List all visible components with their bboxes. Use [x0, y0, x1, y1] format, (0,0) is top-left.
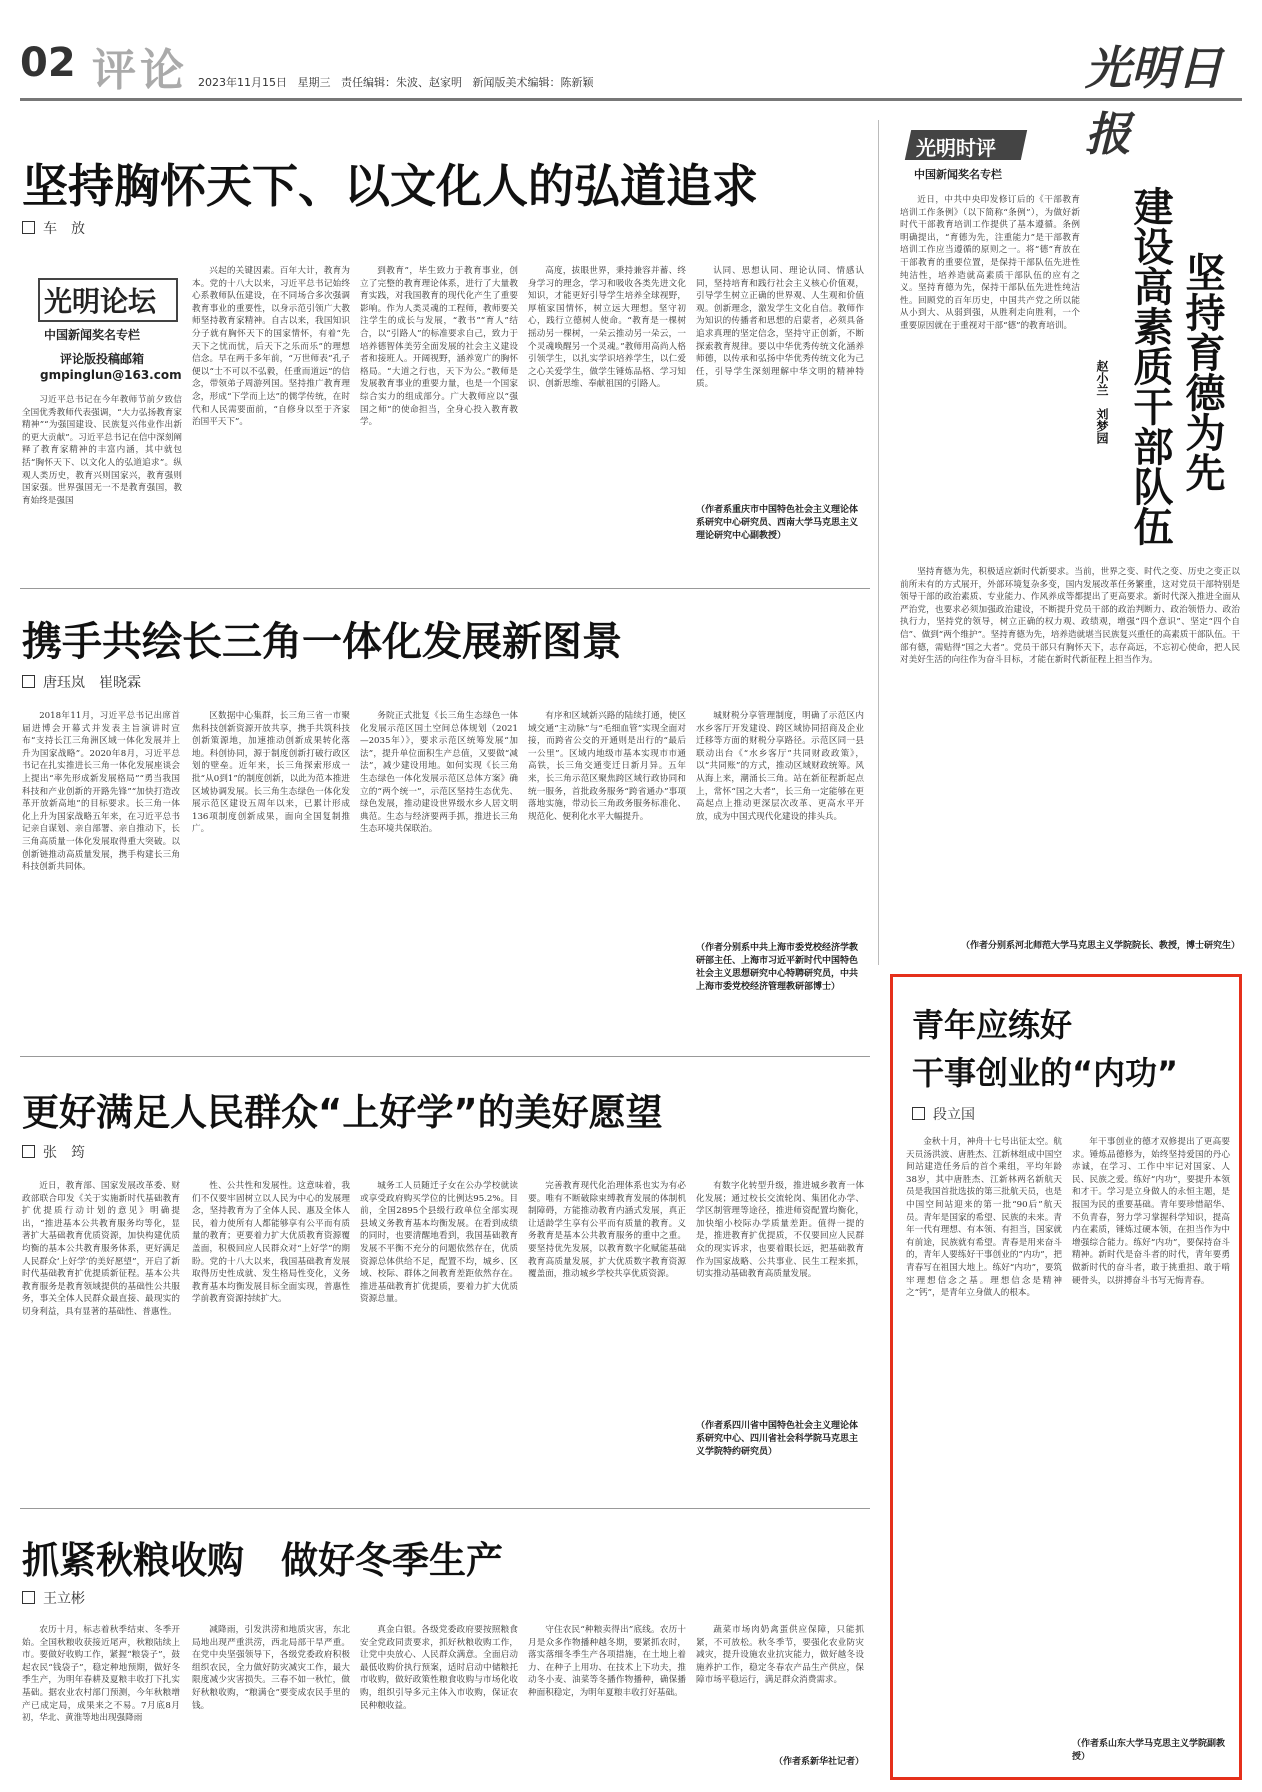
article6-col2-text: 年干事创业的德才双修提出了更高要求。锤炼品德修为，始终坚持爱国的丹心赤诚，在学习、工作中牢记对国家、人民、民族之爱。练好“内功”，要提升本领和才干。学习是立身做人的永恒主题，是报国为民的重要基础。青年要珍惜韶华、不负青春，努力学习掌握科学知识，提高内在素质，锤炼过硬本领，在担当作为中增强综合能力。练好“内功”，要保持奋斗精神。新时代是奋斗者的时代，青年要勇做新时代的奋斗者，敢于挑重担、敢于啃硬骨头，以拼搏奋斗书写无悔青春。: [1072, 1137, 1230, 1286]
article3-col1: [22, 710, 180, 1010]
article2-col2-text: 坚持育德为先，积极适应新时代新要求。当前，世界之变、时代之变、历史之变正以前所未有的方式展开，外部环境复杂多变，国内发展改革任务繁重，这对党员干部特别是领导干部的政治素质、专业能力、作风养成等都提出了更高要求。新时代深入推进全面从严治党，也要求必须加强政治建设，不断提升党员干部的政治判断力、政治领悟力、政治执行力，坚持党的领导，树立正确的权力观、政绩观，增强“四个意识”、坚定“四个自信”、做到“两个维护”。坚持育德为先，培养造就堪当民族复兴重任的高素质干部队伍。干部有德，需贴得“国之大者”。党员干部只有胸怀天下，志存高远，不忘初心使命，把人民对美好生活的向往作为奋斗目标，才能在新时代新征程上担当作为。: [900, 567, 1240, 666]
article1-col5: [696, 265, 864, 465]
article1-col5-text: 认同、思想认同、理论认同、情感认同，坚持培育和践行社会主义核心价值观，引导学生树立正确的世界观、人生观和价值观。创新理念，激发学生文化自信。教师作为知识的传播者和思想的启蒙者，必须具备追求真理的坚定信念，坚持守正创新，不断探索教育规律。要以中华优秀传统文化涵养师德，以传承和弘扬中华优秀传统文化为己任，引导学生深刻理解中华文明的精神特质。: [696, 266, 864, 390]
article5-col2-text: 减降雨，引发洪涝和地质灾害，东北局地出现严重洪涝，西北局部干旱严重。在党中央坚强领导下，各级党委政府积极组织农民，全力做好防灾减灾工作，最大限度减少灾害损失。三春不如一秋忙，做好秋粮收购，“粮满仓”要变成农民手里的钱。: [192, 1625, 350, 1711]
article4-col3: [360, 1180, 518, 1460]
article5-col3: [360, 1624, 518, 1774]
article2-col1: [900, 194, 1080, 564]
article5-author: 王立彬: [22, 1588, 85, 1608]
article2-author-note: （作者分别系河北师范大学马克思主义学院院长、教授，博士研究生）: [960, 941, 1240, 951]
article4-title: 更好满足人民群众“上好学”的美好愿望: [22, 1091, 663, 1134]
article3-col3: [360, 710, 518, 1010]
article2-authors: [1094, 360, 1111, 444]
article1-col3: [360, 265, 518, 560]
divider: [20, 588, 870, 589]
timecomment-brand: 光明时评: [916, 136, 996, 160]
article5-col3-text: 真金白银。各级党委政府要按照粮食安全党政同责要求，抓好秋粮收购工作，让党中央放心、人民群众满意。全面启动最低收购价执行预案，适时启动中储粮托市收购，做好政策性粮食收购与市场化收购，组织引导多元主体入市收购，保证农民种粮收益。: [360, 1625, 518, 1711]
article1-col2: [192, 265, 350, 560]
article4-author: 张 筠: [22, 1142, 85, 1162]
article6-title-line2: 干事创业的“内功”: [912, 1054, 1179, 1092]
article1-col3-text: 到教育”，毕生致力于教育事业，创立了完整的教育理论体系，进行了大量教育实践，对我国教育的现代化产生了重要影响。作为人类灵魂的工程师，教师要关注学生的成长与发展，“教书”“育人”结合，以“引路人”的标准要求自己，致力于培养德智体美劳全面发展的社会主义建设者和接班人。开阔视野，涵养宽广的胸怀格局。“大道之行也，天下为公。”教师是发展教育事业的重要力量，也是一个国家综合实力的组成部分。广大教师应以“强国之师”的使命担当，全身心投入教育教学。: [360, 266, 518, 428]
article5-col5: [696, 1624, 864, 1748]
article5-col1: [22, 1624, 180, 1774]
article2-col2: [900, 566, 1240, 936]
article1-author-note: （作者系重庆市中国特色社会主义理论体系研究中心研究员、西南大学马克思主义理论研究中心副教授）: [696, 505, 859, 541]
article4-col3-text: 城务工人员随迁子女在公办学校就读或享受政府购买学位的比例达95.2%。目前，全国2895个县级行政单位全部实现县域义务教育基本均衡发展。在看到成绩的同时，也要清醒地看到，我国基础教育发展不平衡不充分的问题依然存在，优质资源总体供给不足，配置不均，城乡、区域、校际、群体之间教育差距依然存在。推进基础教育扩优提质，要着力扩大优质资源总量。: [360, 1181, 518, 1305]
article5-col1-text: 农历十月，标志着秋季结束、冬季开始。全国秋粮收获接近尾声，秋粮陆续上市。要做好收购工作，紧握“粮袋子”，鼓起农民“钱袋子”，稳定种地预期，做好冬季生产，为明年春耕及夏粮丰收打下扎实基础。据农业农村部门预测，今年秋粮增产已成定局，成果来之不易。7月底8月初，华北、黄淮等地出现强降雨: [22, 1625, 180, 1724]
article6-col2: [1072, 1136, 1230, 1726]
article4-col5: [696, 1180, 864, 1410]
article4-col2-text: 性、公共性和发展性。这意味着，我们不仅要牢固树立以人民为中心的发展理念，坚持教育为了全体人民、惠及全体人民，着力使所有人都能够享有公平而有质量的教育；更要着力扩大优质教育资源覆盖面，积极回应人民群众对“上好学”的期盼。党的十八大以来，我国基础教育发展取得历史性成就、发生格局性变化，义务教育基本均衡发展目标全面实现，普惠性学前教育资源持续扩大。: [192, 1181, 350, 1305]
article1-col4: [528, 265, 686, 560]
article5-col4: [528, 1624, 686, 1774]
page-number: 02: [20, 40, 76, 86]
article1-col1: [22, 394, 182, 558]
article4-col2: [192, 1180, 350, 1460]
article5-col2: [192, 1624, 350, 1774]
article3-col2-text: 区数据中心集群，长三角三省一市聚焦科技创新资源开放共享，携手共筑科技创新策源地，加速推动创新成果转化落地。科创协同，源于制度创新打破行政区划的壁垒。近年来，长三角探索形成一批“从0到1”的制度创新，以此为范本推进区域协调发展。长三角生态绿色一体化发展示范区建设五周年以来，已累计形成136项制度创新成果，面向全国复制推广。: [192, 711, 350, 835]
article3-author: 唐珏岚 崔晓霖: [22, 672, 141, 692]
article6-author-note: （作者系山东大学马克思主义学院副教授）: [1072, 1739, 1226, 1762]
article3-title: 携手共绘长三角一体化发展新图景: [22, 619, 622, 665]
timecomment-sub: 中国新闻奖名专栏: [914, 168, 1002, 181]
timecomment-badge: [900, 126, 1040, 186]
article4-col4-text: 完善教育现代化治理体系也实为有必要。唯有不断破除束缚教育发展的体制机制障碍，方能推动教育内涵式发展，真正让适龄学生享有公平而有质量的教育。义务教育是基本公共教育服务的重中之重。要坚持优先发展，以教育数字化赋能基础教育高质量发展，扩大优质数字教育资源覆盖面，推动城乡学校共享优质资源。: [528, 1181, 686, 1280]
issue-date: 2023年11月15日: [198, 76, 287, 89]
article1-col2-text: 兴起的关键因素。百年大计，教育为本。党的十八大以来，习近平总书记始终心系教师队伍建设，在不同场合多次强调教育事业的重要性，以身示范引领广大教师坚持教育家精神。自古以来，我国知识分子就有胸怀天下的国家情怀，有着“先天下之忧而忧，后天下之乐而乐”的理想信念。早在两千多年前，“万世师表”孔子便以“士不可以不弘毅，任重而道远”的信念，带领弟子周游列国。坚持推广教育理念，形成“下学而上达”的儒学传统，在时代和人民需要面前，“自修身以至于齐家治国平天下”。: [192, 266, 350, 428]
article3-col4-text: 有序和区域新兴路的陆续打通，使区域交通“主动脉”与“毛细血管”实现全面对接，而跨省公交的开通则是出行的“最后一公里”。区域内地级市基本实现市市通高铁，长三角交通变迁日新月异。五年来，长三角示范区聚焦跨区域行政协同和统一服务，首批政务服务“跨省通办”事项落地实施，带动长三角政务服务标准化、规范化、便利化水平大幅提升。: [528, 711, 686, 822]
masthead-rule: [20, 98, 1242, 101]
article3-col3-text: 务院正式批复《长三角生态绿色一体化发展示范区国土空间总体规划（2021—2035年）》，要求示范区统筹发展“加法”，提升单位面积生产总值，又要做“减法”，减少建设用地。如何实现《长三角生态绿色一体化发展示范区总体方案》确立的“两个统一”，示范区坚持生态优先、绿色发展，推动建设世界级水乡人居文明典范。生态与经济要两手抓，推进长三角生态环境共保联治。: [360, 711, 518, 835]
article6-author: 段立国: [912, 1104, 975, 1124]
article4-col1: [22, 1180, 180, 1460]
forum-badge: [22, 258, 182, 398]
masthead-meta: [198, 74, 594, 90]
article3-col4: [528, 710, 686, 1010]
section-title: 评论: [92, 45, 188, 96]
article3-author-note: （作者分别系中共上海市委党校经济学教研部主任、上海市习近平新时代中国特色社会主义思想研究中心特聘研究员，中共上海市委党校经济管理教研部博士）: [696, 943, 859, 992]
article5-col4-text: 守住农民“种粮卖得出”底线。农历十月是众多作物播种越冬期，要紧抓农时，落实落细冬季生产各项措施，在土地上着力、在种子上用功、在技术上下功夫，推动冬小麦、油菜等冬播作物播种，确保播种面积稳定，为明年夏粮丰收打好基础。: [528, 1625, 686, 1698]
article3-col1-text: 2018年11月，习近平总书记出席首届进博会开幕式并发表主旨演讲时宣布“支持长江三角洲区域一体化发展并上升为国家战略”。2020年8月，习近平总书记在扎实推进长三角一体化发展座谈会上提出“率先形成新发展格局”“勇当我国科技和产业创新的开路先锋”“加快打造改革开放新高地”的目标要求。长三角一体化上升为国家战略五年来，在习近平总书记亲自谋划、亲自部署、亲自推动下，长三角高质量一体化发展取得重大突破。以创新链推动高质量发展，携手构建长三角科技创新共同体。: [22, 711, 180, 873]
forum-mailbox: 评论版投稿邮箱: [60, 352, 145, 366]
designer: 新闻版美术编辑：陈新颖: [472, 76, 594, 89]
article1-col1-text: 习近平总书记在今年教师节前夕致信全国优秀教师代表强调，“大力弘扬教育家精神”“为强国建设、民族复兴伟业作出新的更大贡献”。习近平总书记在信中深刻阐释了教育家精神的丰富内涵，其中就包括“胸怀天下、以文化人的弘道追求”。纵观人类历史，教育兴则国家兴，教育强则国家强。世界强国无一不是教育强国，教育始终是强国: [22, 395, 182, 506]
forum-brand: 光明论坛: [40, 280, 160, 320]
article1-title: 坚持胸怀天下、以文化人的弘道追求: [22, 159, 758, 213]
divider: [20, 1056, 870, 1057]
article2-author1: 赵小兰: [1095, 360, 1109, 396]
article5-author-note: （作者系新华社记者）: [773, 1757, 864, 1767]
article6-col1-text: 金秋十月，神舟十七号出征太空。航天员汤洪波、唐胜杰、江新林组成中国空间站建造任务后的首个乘组，平均年龄38岁，其中唐胜杰、江新林两名新航天员是我国首批选拔的第三批航天员，也是中国空间站迎来的第一批“90后”航天员。青年是国家的希望、民族的未来。青年一代有理想、有本领、有担当，国家就有前途，民族就有希望。青春是用来奋斗的，青年人要练好干事创业的“内功”，把青春写在祖国大地上。练好“内功”，要筑牢理想信念之基。理想信念是精神之“钙”，是青年立身做人的根本。: [906, 1137, 1062, 1299]
newspaper-logo: 光明日报: [1085, 41, 1223, 161]
article5-col5-text: 蔬菜市场肉奶禽蛋供应保障，只能抓紧，不可放松。秋冬季节，要强化农业防灾减灾，提升设施农业抗灾能力，做好越冬设施养护工作，稳定冬春农产品生产供应，保障市场平稳运行，满足群众消费需求。: [696, 1625, 864, 1686]
article2-author2: 刘梦园: [1095, 408, 1109, 444]
article6-title-line1: 青年应练好: [912, 1006, 1073, 1044]
divider: [20, 1508, 870, 1509]
article2-title-line2: 建设高素质干部队伍: [1127, 186, 1173, 546]
article3-col2: [192, 710, 350, 1010]
article4-author-note: （作者系四川省中国特色社会主义理论体系研究中心、四川省社会科学院马克思主义学院特约研究员）: [696, 1421, 859, 1457]
article6-col1: [906, 1136, 1062, 1766]
article1-col4-text: 高度，拔眼世界，秉持兼容并蓄、终身学习的理念，学习和吸收各类先进文化知识，才能更好引导学生培养全球视野，厚植家国情怀，树立远大理想。坚守初心，践行立德树人使命。“教育是一棵树摇动另一棵树，一朵云推动另一朵云，一个灵魂唤醒另一个灵魂。”教师用高尚人格引领学生，以扎实学识培养学生，以仁爱之心关爱学生，做学生锤炼品格、学习知识、创新思维、奉献祖国的引路人。: [528, 266, 686, 390]
issue-weekday: 星期三: [297, 76, 331, 89]
forum-sub: 中国新闻奖名专栏: [44, 328, 141, 342]
article3-col5: [696, 710, 864, 930]
article1-author: 车 放: [22, 218, 85, 238]
forum-email: gmpinglun@163.com: [40, 368, 182, 382]
editors: 责任编辑：朱波、赵家明: [341, 76, 462, 89]
article4-col1-text: 近日，教育部、国家发展改革委、财政部联合印发《关于实施新时代基础教育扩优提质行动计划的意见》明确提出，“推进基本公共教育服务均等化，显著扩大基础教育优质资源，加快构建优质均衡的基本公共教育服务体系，更好满足人民群众‘上好学’的美好愿望”，开启了新时代基础教育扩优提质新征程。基本公共教育服务是教育领域提供的基础性公共服务，事关全体人民群众最直接、最现实的切身利益，具有显著的基础性、普惠性。: [22, 1181, 180, 1317]
article4-col5-text: 有数字化转型升级，推进城乡教育一体化发展；通过校长交流轮岗、集团化办学、学区制管理等途径，推进师资配置均衡化，加快缩小校际办学质量差距。值得一提的是，推进教育扩优提质，不仅要回应人民群众的现实诉求，也要着眼长远，把基础教育作为国家战略、公共事业、民生工程来抓，切实推动基础教育高质量发展。: [696, 1181, 864, 1280]
article3-col5-text: 城财税分享管理制度，明确了示范区内水乡客厅开发建设、跨区域协同招商及企业迁移等方面的财税分享路径。示范区同一县联动出台《“水乡客厅”共同财政政策》，以“共同账”的方式，推动区域财政统筹。风从海上来，潮涌长三角。站在新征程新起点上，常怀“国之大者”，长三角一定能够在更高起点上推动更深层次改革、更高水平开放，成为中国式现代化建设的排头兵。: [696, 711, 864, 822]
article4-col4: [528, 1180, 686, 1460]
article2-col1-text: 近日，中共中央印发修订后的《干部教育培训工作条例》（以下简称“条例”），为做好新时代干部教育培训工作提供了基本遵循。条例明确提出，“育德为先，注重能力”是干部教育培训工作应当遵循的原则之一。将“德”育放在干部教育的重要位置，是保持干部队伍先进性纯洁性，培养造就高素质干部队伍的应有之义。坚持育德为先，保持干部队伍先进性纯洁性。回顾党的百年历史，中国共产党之所以能从小到大、从弱到强，从胜利走向胜利，一个重要原因就在于重视对干部“德”的教育培训。: [900, 195, 1080, 331]
column-divider: [878, 120, 879, 965]
article2-title-line1: 坚持育德为先: [1179, 252, 1225, 492]
article5-title: 抓紧秋粮收购 做好冬季生产: [22, 1539, 503, 1582]
